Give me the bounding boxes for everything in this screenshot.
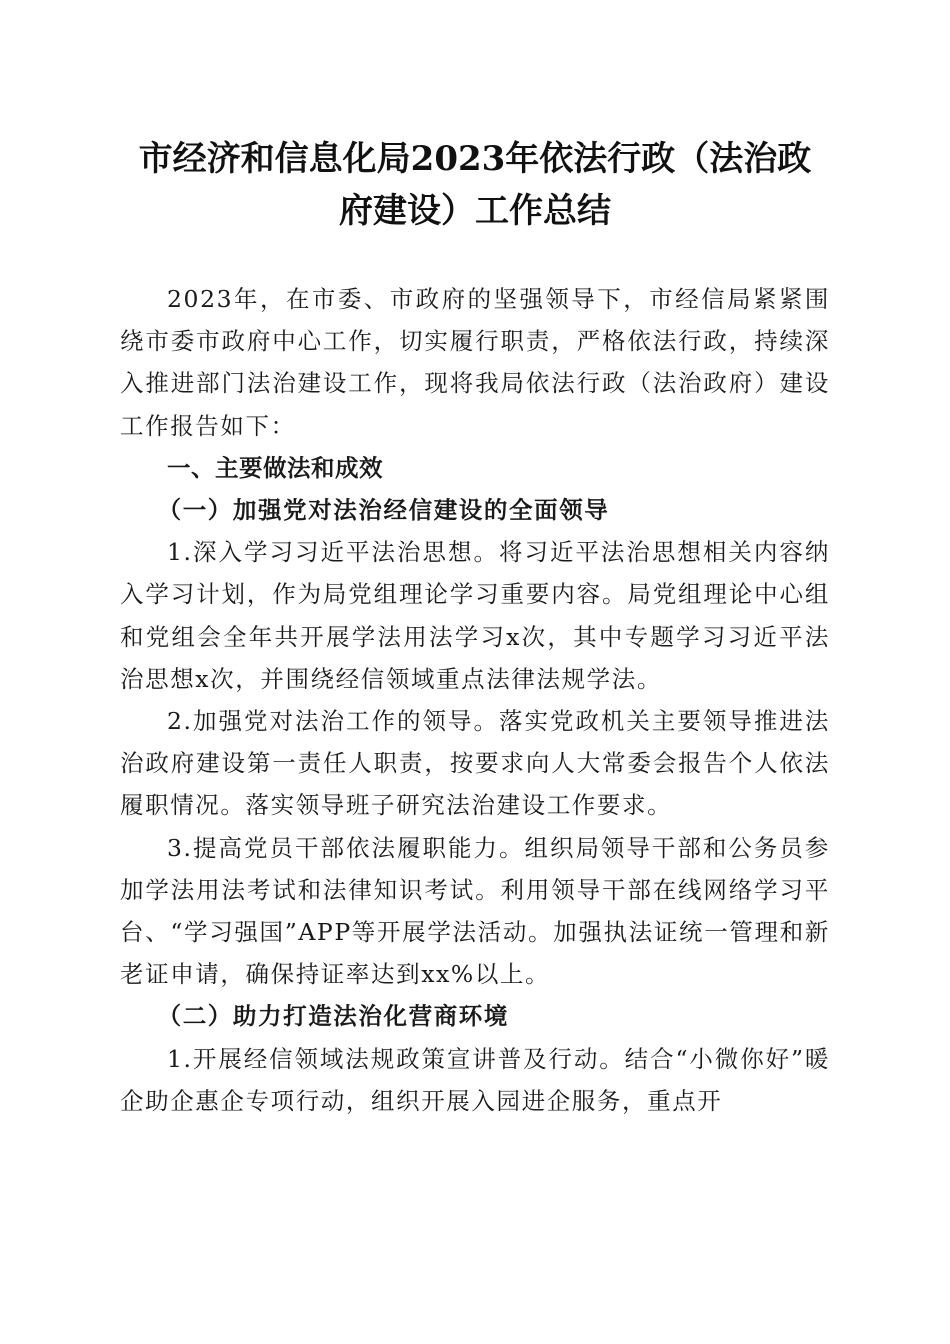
subsection-heading-1: （一）加强党对法治经信建设的全面领导: [157, 496, 610, 525]
document-title: [110, 133, 840, 237]
title-line-1: 市经济和信息化局2023年依法行政（法治政: [138, 139, 812, 179]
subsection-heading-2: （二）助力打造法治化营商环境: [157, 1002, 509, 1031]
paragraph-2-1: 1.开展经信领域法规政策宣讲普及行动。结合“小微你好”暖企助企惠企专项行动，组织开展入园进企服务，重点开: [120, 1044, 830, 1115]
section-heading-1: 一、主要做法和成效: [167, 453, 383, 482]
title-line-2: 府建设）工作总结: [339, 191, 611, 231]
paragraph-1-2: 2.加强党对法治工作的领导。落实党政机关主要领导推进法治政府建设第一责任人职责，按要求向人大常委会报告个人依法履职情况。落实领导班子研究法治建设工作要求。: [120, 707, 830, 820]
paragraph-1-3: 3.提高党员干部依法履职能力。组织局领导干部和公务员参加学法用法考试和法律知识考试。利用领导干部在线网络学习平台、“学习强国”APP等开展学法活动。加强执法证统一管理和新老证申请，确保持证率达到xx%以上。: [120, 833, 830, 989]
document-body: [120, 278, 830, 1122]
intro-paragraph: 2023年，在市委、市政府的坚强领导下，市经信局紧紧围绕市委市政府中心工作，切实履行职责，严格依法行政，持续深入推进部门法治建设工作，现将我局依法行政（法治政府）建设工作报告如下：: [120, 285, 830, 440]
paragraph-1-1: 1.深入学习习近平法治思想。将习近平法治思想相关内容纳入学习计划，作为局党组理论学习重要内容。局党组理论中心组和党组会全年共开展学法用法学习x次，其中专题学习习近平法治思想x次，并围绕经信领域重点法律法规学法。: [120, 538, 830, 693]
